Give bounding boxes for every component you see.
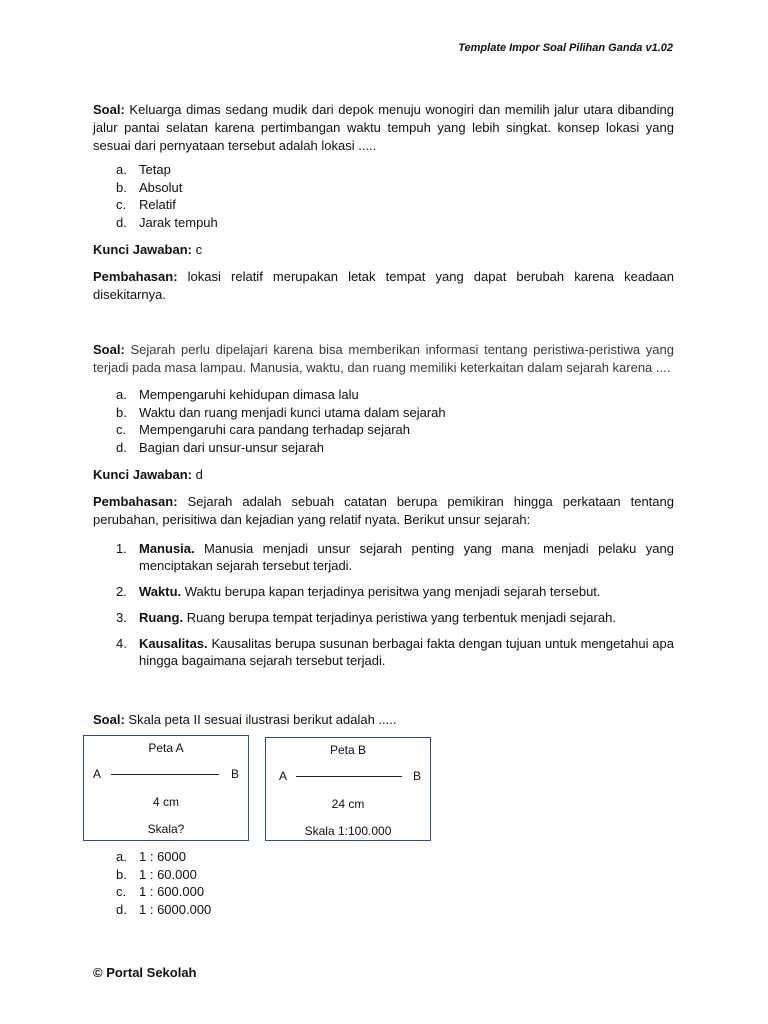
q2-explanation-text: Sejarah adalah sebuah catatan berupa pemikiran hingga perkataan tentang perubahan, perisitiwa dan kejadian yang relatif nyata. Berikut unsur sejarah: [93,494,674,527]
q1-pembahasan-label: Pembahasan: [93,269,178,284]
map-a-length: 4 cm [152,795,179,809]
q1-question-text: Keluarga dimas sedang mudik dari depok menuju wonogiri dan memilih jalur utara dibanding jalur pantai selatan karena pertimbangan waktu tempuh yang lebih singkat. konsep lokasi yang sesuai dari pernyataan tersebut adalah lokasi ..... [93,102,674,153]
q2-option-d: d. Bagian dari unsur-unsur sejarah [116,440,324,456]
q2-element-item: 1. Manusia. Manusia menjadi unsur sejarah penting yang mana menjadi pelaku yang menciptakan sejarah tersebut terjadi. [116,541,674,573]
q1-option-b: b. Absolut [116,179,183,195]
q1-kunci-label: Kunci Jawaban: [93,242,192,257]
q2-element-item: 2. Waktu. Waktu berupa kapan terjadinya perisitwa yang menjadi sejarah tersebut. [116,584,601,599]
q2-element-item: 3. Ruang. Ruang berupa tempat terjadinya peristiwa yang terbentuk menjadi sejarah. [116,610,616,625]
map-b-box [265,737,431,841]
q2-explanation [93,493,674,529]
q2-answer-value: d [195,467,203,482]
q1-answer [93,241,674,259]
q3-question [93,711,674,729]
map-b-point-a: A [279,769,288,783]
page-header: Template Impor Soal Pilihan Ganda v1.02 [458,42,673,54]
map-a-point-a: A [93,767,102,781]
map-a-scale: Skala? [147,822,185,836]
q3-option-b: b. 1 : 60.000 [116,866,197,882]
map-b-length: 24 cm [331,797,365,811]
q3-question-text: Skala peta II sesuai ilustrasi berikut adalah ..... [128,712,397,727]
q2-kunci-label: Kunci Jawaban: [93,467,192,482]
map-a-title: Peta A [148,741,184,755]
q2-option-c: c. Mempengaruhi cara pandang terhadap sejarah [116,422,411,438]
q3-option-d: d. 1 : 6000.000 [116,902,212,918]
q2-option-a: a. Mempengaruhi kehidupan dimasa lalu [116,387,359,402]
q1-options [93,161,674,232]
map-b-point-b: B [412,769,421,783]
map-a-box [83,735,249,841]
footer-copyright: © Portal Sekolah [93,965,197,980]
q2-soal-label: Soal: [93,342,125,357]
q1-explanation [93,268,674,304]
q2-pembahasan-label: Pembahasan: [93,494,178,509]
q1-option-c: c. Relatif [116,197,176,213]
q1-option-a: a. Tetap [116,162,171,177]
q2-elements-list [93,540,674,678]
q1-soal-label: Soal: [93,102,125,117]
map-b-title: Peta B [329,743,367,757]
q3-option-c: c. 1 : 600.000 [116,884,205,900]
map-a-point-b: B [230,767,239,781]
map-b-scale: Skala 1:100.000 [304,824,392,838]
map-a-line [111,774,219,775]
q2-element-item: 4. Kausalitas. Kausalitas berupa susunan berbagai fakta dengan tujuan untuk mengetahui apa hingga bagaimana sejarah tersebut terjadi. [116,636,674,668]
q3-options [93,848,674,919]
q2-option-b: b. Waktu dan ruang menjadi kunci utama dalam sejarah [116,404,446,420]
q2-question [93,341,674,377]
q2-options [93,386,674,457]
q1-answer-value: c [195,242,203,257]
q1-option-d: d. Jarak tempuh [116,215,218,231]
q2-answer [93,466,674,484]
q1-explanation-text: lokasi relatif merupakan letak tempat yang dapat berubah karena keadaan disekitarnya. [93,269,674,302]
map-b-line [296,776,402,777]
q1-question [93,101,674,155]
q3-option-a: a. 1 : 6000 [116,849,186,864]
q2-question-text: Sejarah perlu dipelajari karena bisa memberikan informasi tentang peristiwa-peristiwa yang terjadi pada masa lampau. Manusia, waktu, dan ruang memiliki keterkaitan dalam sejarah karena .... [93,342,674,375]
q3-soal-label: Soal: [93,712,125,727]
